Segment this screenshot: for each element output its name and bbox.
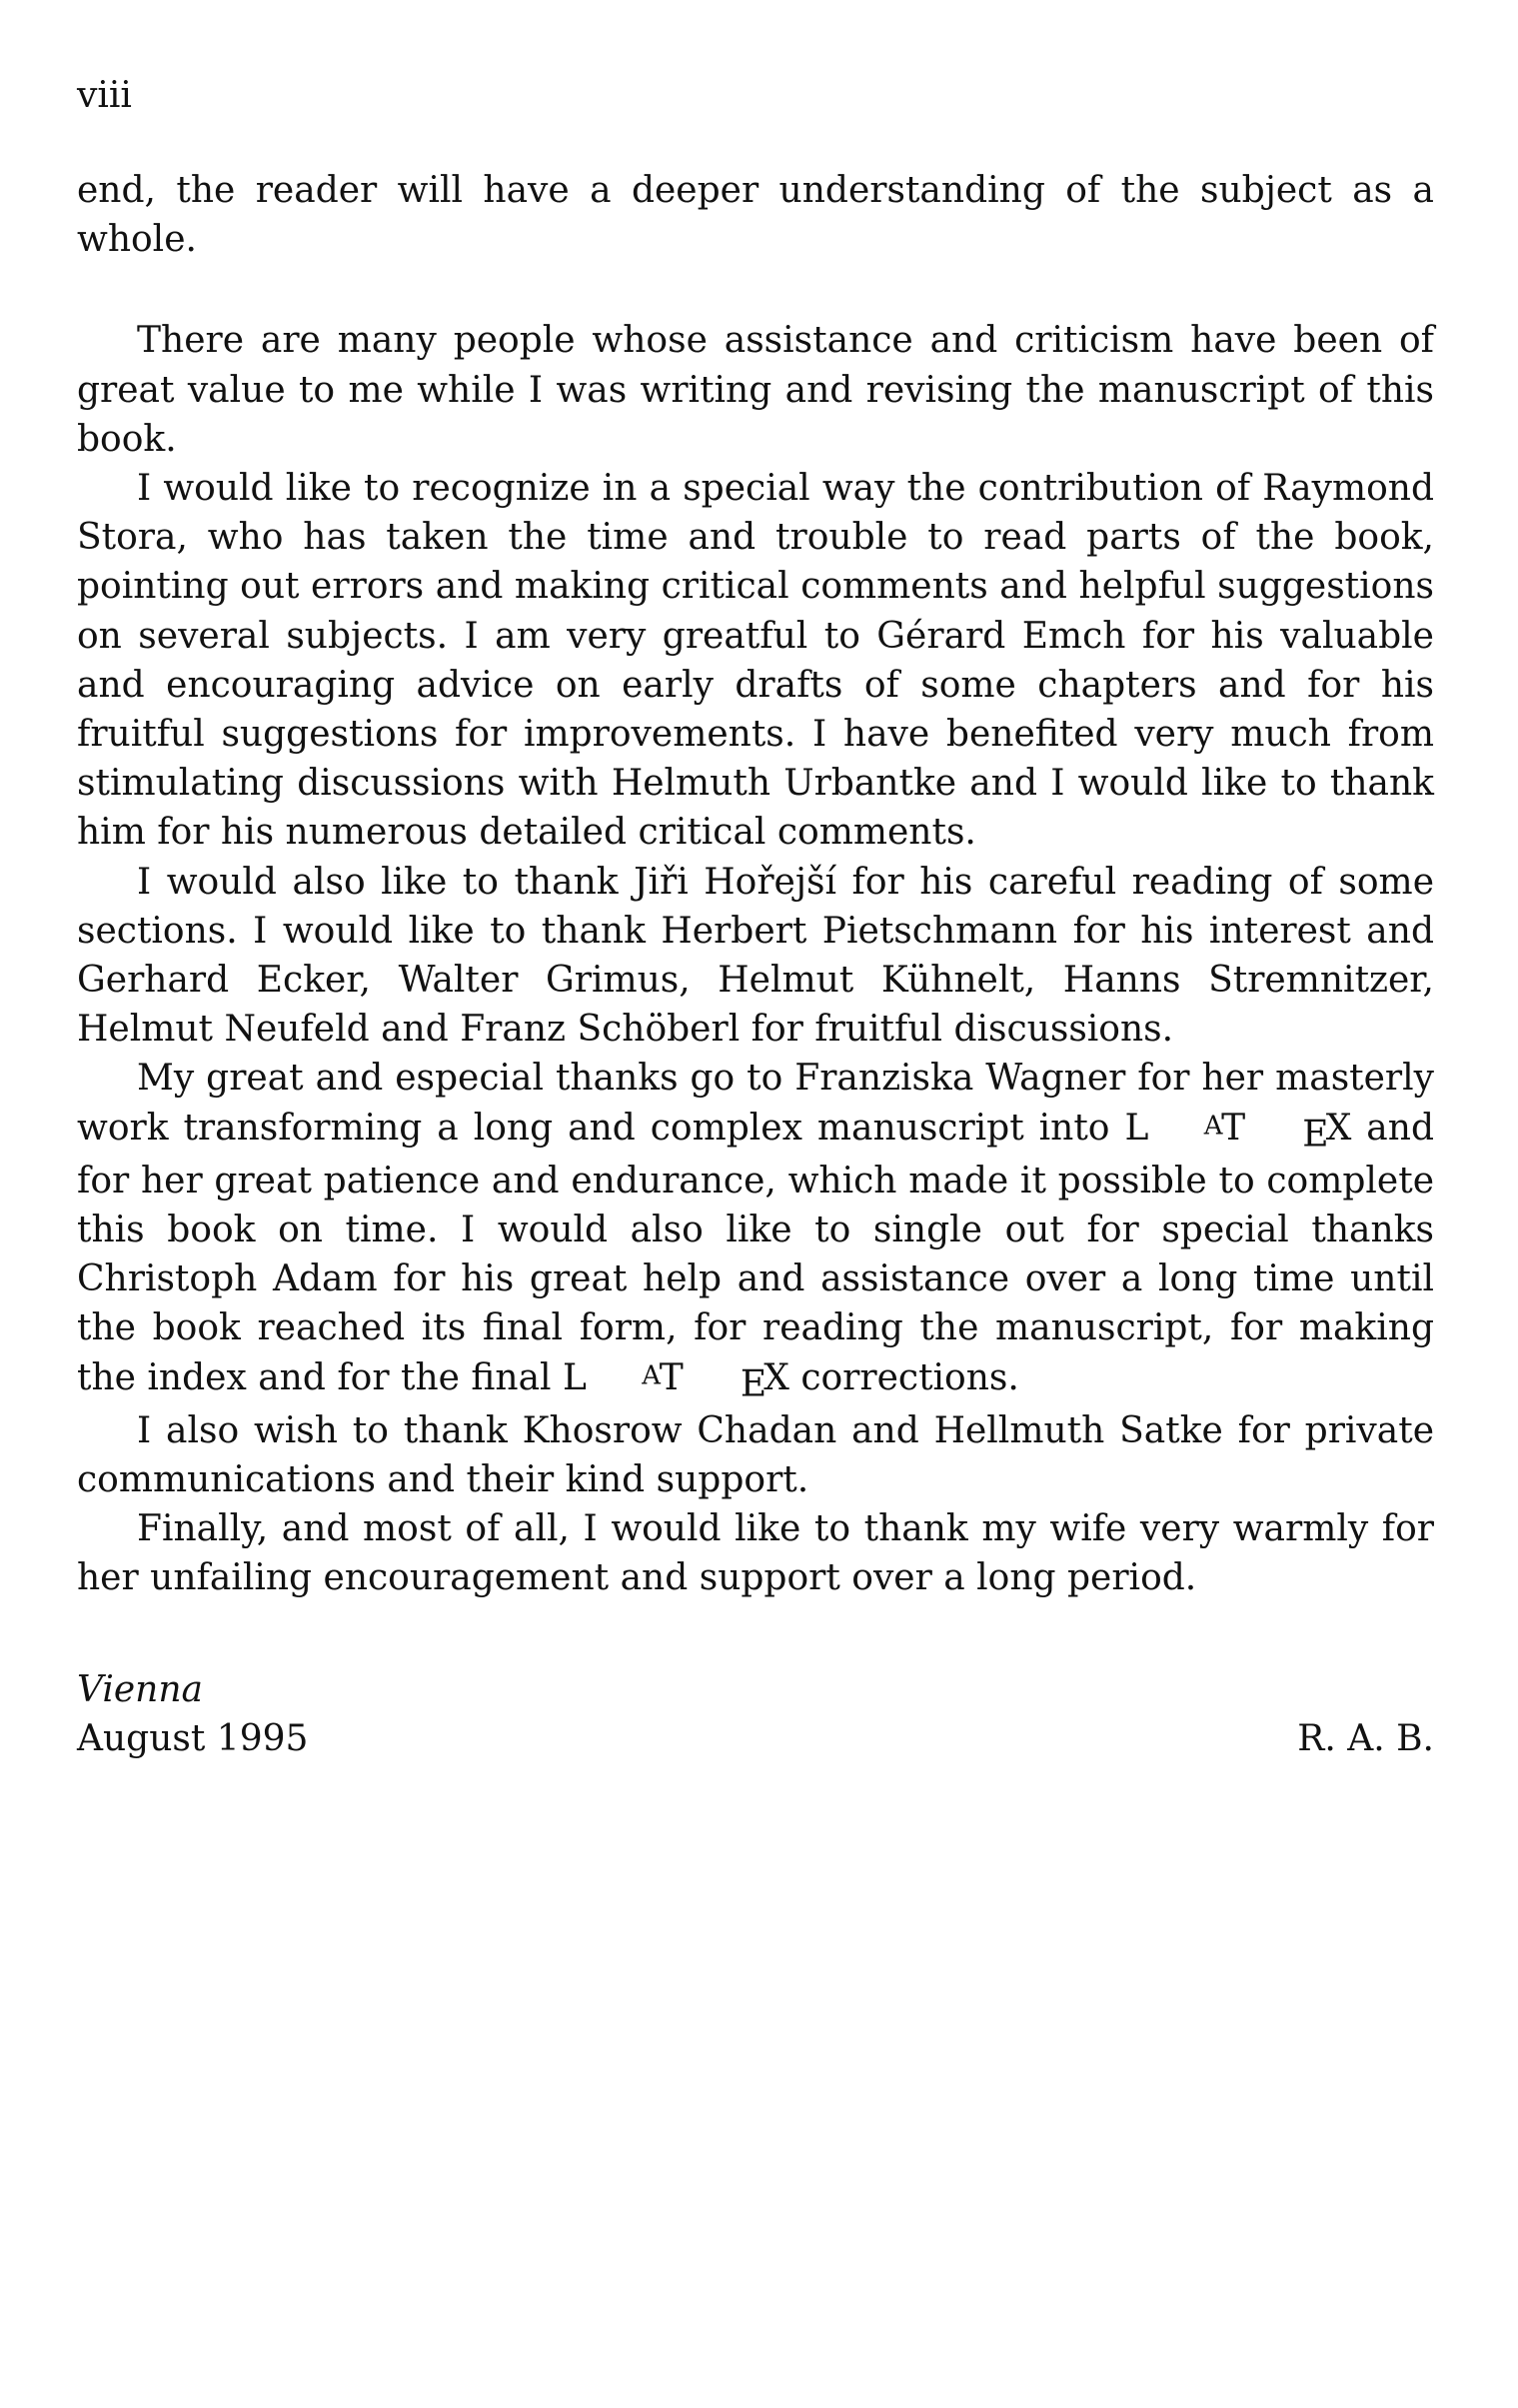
latex-letter-e: E xyxy=(1302,1114,1329,1156)
signoff-date-line xyxy=(77,1714,1434,1763)
preface-paragraph: Finally, and most of all, I would like to thank my wife very warmly for her unfailing encouragement and support over a long period. xyxy=(77,1508,1434,1599)
latex-letter-e: E xyxy=(740,1363,767,1405)
latex-paragraph-after: corrections. xyxy=(800,1356,1019,1398)
latex-paragraph-before: My great and especial thanks go to Franziska Wagner for her masterly work transforming a long and complex manuscript into xyxy=(77,1058,1434,1149)
latex-letter-a: A xyxy=(1203,1110,1223,1141)
preface-paragraph: I also wish to thank Khosrow Chadan and Hellmuth Satke for private communications and their kind support. xyxy=(77,1409,1434,1501)
preface-paragraph: I would like to recognize in a special way the contribution of Raymond Stora, who has taken the time and trouble to read parts of the book, pointing out errors and making critical comments and helpful suggestions on several subjects. I am very greatful to Gérard Emch for his valuable and encouraging advice on early drafts of some chapters and for his fruitful suggestions for improvements. I have benefited very much from stimulating discussions with Helmuth Urbantke and I would like to thank him for his numerous detailed critical comments. xyxy=(77,468,1434,854)
latex-letter-x: X xyxy=(1325,1107,1352,1149)
latex-letter-l: L xyxy=(1124,1107,1149,1149)
preface-paragraph: There are many people whose assistance and criticism have been of great value to me while I was writing and revising the manuscript of this book. xyxy=(77,320,1434,460)
signoff-city: Vienna xyxy=(77,1668,204,1710)
preface-page xyxy=(77,75,1434,1763)
latex-letter-t: T xyxy=(1221,1107,1246,1149)
latex-logo xyxy=(1124,1107,1366,1156)
signoff-date: August 1995 xyxy=(77,1717,309,1759)
latex-letter-l: L xyxy=(563,1356,587,1398)
preface-opening-line: end, the reader will have a deeper understanding of the subject as a whole. xyxy=(77,170,1434,261)
latex-thanks-paragraph xyxy=(77,1054,1434,1405)
latex-paragraph-middle: and for her great patience and endurance, which made it possible to complete this book on time. I would also like to single out for special thanks Christoph Adam for his great help and assistance over a long time until the book reached its final form, for reading the manuscript, for making the index and for the final xyxy=(77,1107,1434,1398)
latex-letter-x: X xyxy=(763,1356,789,1398)
latex-letter-t: T xyxy=(659,1356,684,1398)
author-initials: R. A. B. xyxy=(1297,1717,1434,1759)
latex-logo xyxy=(563,1356,800,1405)
signoff xyxy=(77,1665,1434,1763)
page-number: viii xyxy=(77,75,132,116)
latex-letter-a: A xyxy=(642,1359,661,1390)
preface-paragraph: I would also like to thank Jiři Hořejší for his careful reading of some sections. I would like to thank Herbert Pietschmann for his interest and Gerhard Ecker, Walter Grimus, Helmut Kühnelt, Hanns Stremnitzer, Helmut Neufeld and Franz Schöberl for fruitful discussions. xyxy=(77,861,1434,1051)
